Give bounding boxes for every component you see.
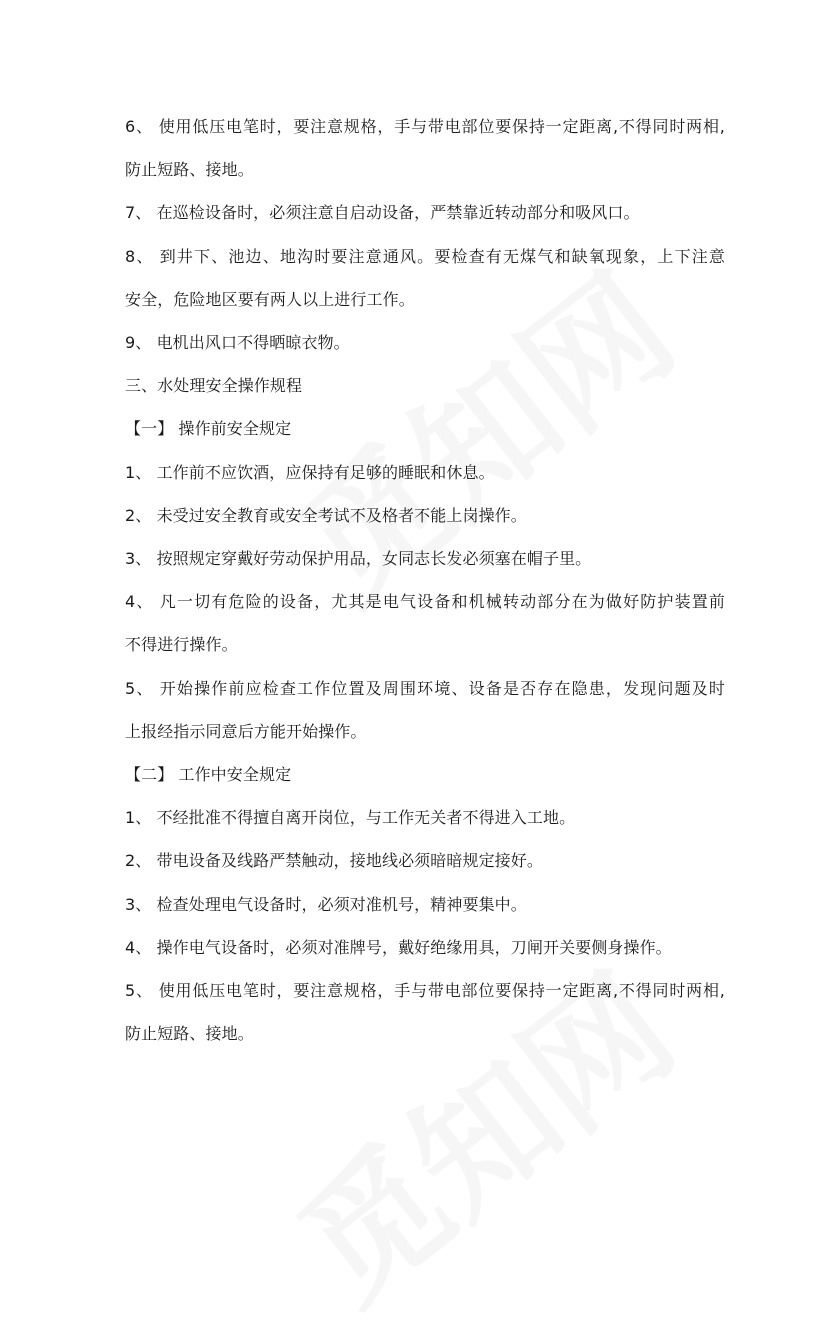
paragraph-line: 5、 开始操作前应检查工作位置及周围环境、设备是否存在隐患，发现问题及时 — [125, 678, 725, 698]
subsection-heading: 【二】 工作中安全规定 — [125, 765, 292, 785]
paragraph-line: 4、 凡一切有危险的设备，尤其是电气设备和机械转动部分在为做好防护装置前 — [125, 592, 725, 612]
paragraph-line: 9、 电机出风口不得晒晾衣物。 — [125, 333, 350, 353]
paragraph-line: 1、 不经批准不得擅自离开岗位，与工作无关者不得进入工地。 — [125, 808, 576, 828]
paragraph-line: 上报经指示同意后方能开始操作。 — [125, 721, 367, 741]
paragraph-line: 防止短路、接地。 — [125, 160, 254, 180]
paragraph-line: 1、 工作前不应饮酒，应保持有足够的睡眠和休息。 — [125, 462, 495, 482]
paragraph-line: 3、 按照规定穿戴好劳动保护用品，女同志长发必须塞在帽子里。 — [125, 549, 592, 569]
document-body — [125, 105, 725, 1055]
paragraph-line: 防止短路、接地。 — [125, 1024, 254, 1044]
paragraph-line: 4、 操作电气设备时，必须对准牌号，戴好绝缘用具，刀闸开关要侧身操作。 — [125, 937, 672, 957]
paragraph-line: 2、 未受过安全教育或安全考试不及格者不能上岗操作。 — [125, 505, 527, 525]
paragraph-line: 3、 检查处理电气设备时，必须对准机号，精神要集中。 — [125, 894, 527, 914]
paragraph-line: 2、 带电设备及线路严禁触动，接地线必须暗暗规定接好。 — [125, 851, 543, 871]
paragraph-line: 5、 使用低压电笔时，要注意规格，手与带电部位要保持一定距离,不得同时两相, — [125, 981, 725, 1001]
paragraph-line: 7、 在巡检设备时，必须注意自启动设备，严禁靠近转动部分和吸风口。 — [125, 203, 640, 223]
paragraph-line: 8、 到井下、池边、地沟时要注意通风。要检查有无煤气和缺氧现象，上下注意 — [125, 246, 725, 266]
paragraph-line: 6、 使用低压电笔时，要注意规格，手与带电部位要保持一定距离,不得同时两相, — [125, 117, 725, 136]
paragraph-line: 不得进行操作。 — [125, 635, 238, 655]
subsection-heading: 【一】 操作前安全规定 — [125, 419, 292, 439]
section-heading: 三、水处理安全操作规程 — [125, 376, 303, 396]
paragraph-line: 安全，危险地区要有两人以上进行工作。 — [125, 289, 415, 309]
